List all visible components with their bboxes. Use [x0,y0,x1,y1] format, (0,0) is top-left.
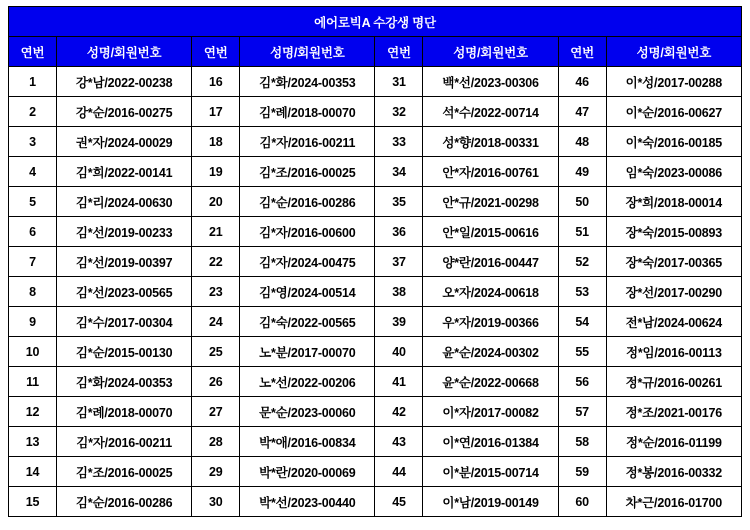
member-entry: 문*순/2023-00060 [240,397,375,427]
member-entry: 안*일/2015-00616 [423,217,558,247]
row-number: 20 [192,187,240,217]
member-entry: 임*숙/2023-00086 [606,157,741,187]
table-row [9,427,742,457]
table-row [9,307,742,337]
row-number: 31 [375,67,423,97]
row-number: 51 [558,217,606,247]
table-row [9,247,742,277]
row-number: 18 [192,127,240,157]
member-entry: 김*조/2016-00025 [240,157,375,187]
member-entry: 노*선/2022-00206 [240,367,375,397]
member-entry: 윤*순/2024-00302 [423,337,558,367]
member-entry: 김*조/2016-00025 [57,457,192,487]
row-number: 40 [375,337,423,367]
member-entry: 김*례/2018-00070 [240,97,375,127]
member-entry: 김*선/2019-00397 [57,247,192,277]
row-number: 34 [375,157,423,187]
column-header-number-2: 연번 [192,37,240,67]
member-entry: 장*희/2018-00014 [606,187,741,217]
member-entry: 김*자/2016-00211 [57,427,192,457]
row-number: 41 [375,367,423,397]
member-entry: 김*순/2016-00286 [240,187,375,217]
row-number: 42 [375,397,423,427]
page-title: 에어로빅A 수강생 명단 [9,7,742,37]
table-row [9,127,742,157]
member-entry: 장*숙/2017-00365 [606,247,741,277]
member-entry: 박*애/2016-00834 [240,427,375,457]
row-number: 46 [558,67,606,97]
column-header-name-4: 성명/회원번호 [606,37,741,67]
member-entry: 이*분/2015-00714 [423,457,558,487]
row-number: 12 [9,397,57,427]
member-entry: 이*성/2017-00288 [606,67,741,97]
member-entry: 김*화/2024-00353 [240,67,375,97]
member-entry: 양*란/2016-00447 [423,247,558,277]
header-row [9,37,742,67]
member-entry: 윤*순/2022-00668 [423,367,558,397]
member-entry: 이*자/2017-00082 [423,397,558,427]
row-number: 3 [9,127,57,157]
row-number: 33 [375,127,423,157]
table-row [9,67,742,97]
member-entry: 정*규/2016-00261 [606,367,741,397]
column-header-number-1: 연번 [9,37,57,67]
member-entry: 이*숙/2016-00185 [606,127,741,157]
member-entry: 김*희/2022-00141 [57,157,192,187]
row-number: 23 [192,277,240,307]
table-row [9,337,742,367]
row-number: 25 [192,337,240,367]
member-entry: 김*수/2017-00304 [57,307,192,337]
title-row [9,7,742,37]
table-row [9,157,742,187]
member-entry: 백*선/2023-00306 [423,67,558,97]
table-row [9,277,742,307]
member-entry: 김*선/2023-00565 [57,277,192,307]
row-number: 5 [9,187,57,217]
row-number: 49 [558,157,606,187]
column-header-name-3: 성명/회원번호 [423,37,558,67]
table-row [9,397,742,427]
row-number: 10 [9,337,57,367]
row-number: 53 [558,277,606,307]
table-row [9,217,742,247]
member-entry: 정*조/2021-00176 [606,397,741,427]
column-header-name-1: 성명/회원번호 [57,37,192,67]
roster-table [8,6,742,517]
row-number: 47 [558,97,606,127]
row-number: 58 [558,427,606,457]
row-number: 22 [192,247,240,277]
member-entry: 김*영/2024-00514 [240,277,375,307]
member-entry: 김*자/2024-00475 [240,247,375,277]
row-number: 43 [375,427,423,457]
member-entry: 박*선/2023-00440 [240,487,375,517]
column-header-number-3: 연번 [375,37,423,67]
member-entry: 이*남/2019-00149 [423,487,558,517]
member-entry: 권*자/2024-00029 [57,127,192,157]
member-entry: 이*연/2016-01384 [423,427,558,457]
row-number: 56 [558,367,606,397]
row-number: 21 [192,217,240,247]
row-number: 30 [192,487,240,517]
member-entry: 장*숙/2015-00893 [606,217,741,247]
row-number: 60 [558,487,606,517]
member-entry: 강*순/2016-00275 [57,97,192,127]
row-number: 9 [9,307,57,337]
row-number: 54 [558,307,606,337]
row-number: 19 [192,157,240,187]
row-number: 36 [375,217,423,247]
row-number: 52 [558,247,606,277]
row-number: 38 [375,277,423,307]
row-number: 26 [192,367,240,397]
table-row [9,187,742,217]
row-number: 45 [375,487,423,517]
member-entry: 노*분/2017-00070 [240,337,375,367]
member-entry: 김*순/2015-00130 [57,337,192,367]
row-number: 2 [9,97,57,127]
table-row [9,97,742,127]
row-number: 11 [9,367,57,397]
member-entry: 김*례/2018-00070 [57,397,192,427]
row-number: 55 [558,337,606,367]
row-number: 50 [558,187,606,217]
table-row [9,367,742,397]
member-entry: 이*순/2016-00627 [606,97,741,127]
row-number: 39 [375,307,423,337]
row-number: 24 [192,307,240,337]
row-number: 48 [558,127,606,157]
row-number: 15 [9,487,57,517]
member-entry: 차*근/2016-01700 [606,487,741,517]
member-entry: 우*자/2019-00366 [423,307,558,337]
row-number: 13 [9,427,57,457]
column-header-name-2: 성명/회원번호 [240,37,375,67]
member-entry: 오*자/2024-00618 [423,277,558,307]
member-entry: 김*숙/2022-00565 [240,307,375,337]
member-entry: 정*임/2016-00113 [606,337,741,367]
member-entry: 김*자/2016-00211 [240,127,375,157]
roster-body [9,67,742,517]
member-entry: 김*자/2016-00600 [240,217,375,247]
row-number: 27 [192,397,240,427]
row-number: 37 [375,247,423,277]
column-header-number-4: 연번 [558,37,606,67]
row-number: 35 [375,187,423,217]
member-entry: 성*향/2018-00331 [423,127,558,157]
member-entry: 강*남/2022-00238 [57,67,192,97]
row-number: 1 [9,67,57,97]
row-number: 7 [9,247,57,277]
member-entry: 안*규/2021-00298 [423,187,558,217]
member-entry: 전*남/2024-00624 [606,307,741,337]
member-entry: 김*순/2016-00286 [57,487,192,517]
row-number: 4 [9,157,57,187]
row-number: 32 [375,97,423,127]
row-number: 16 [192,67,240,97]
member-entry: 석*수/2022-00714 [423,97,558,127]
row-number: 28 [192,427,240,457]
member-entry: 정*순/2016-01199 [606,427,741,457]
table-row [9,487,742,517]
row-number: 14 [9,457,57,487]
table-row [9,457,742,487]
row-number: 59 [558,457,606,487]
row-number: 17 [192,97,240,127]
member-entry: 김*화/2024-00353 [57,367,192,397]
row-number: 57 [558,397,606,427]
member-entry: 정*봉/2016-00332 [606,457,741,487]
row-number: 8 [9,277,57,307]
member-entry: 김*리/2024-00630 [57,187,192,217]
row-number: 44 [375,457,423,487]
member-entry: 장*선/2017-00290 [606,277,741,307]
row-number: 6 [9,217,57,247]
member-entry: 김*선/2019-00233 [57,217,192,247]
member-entry: 안*자/2016-00761 [423,157,558,187]
row-number: 29 [192,457,240,487]
member-entry: 박*란/2020-00069 [240,457,375,487]
